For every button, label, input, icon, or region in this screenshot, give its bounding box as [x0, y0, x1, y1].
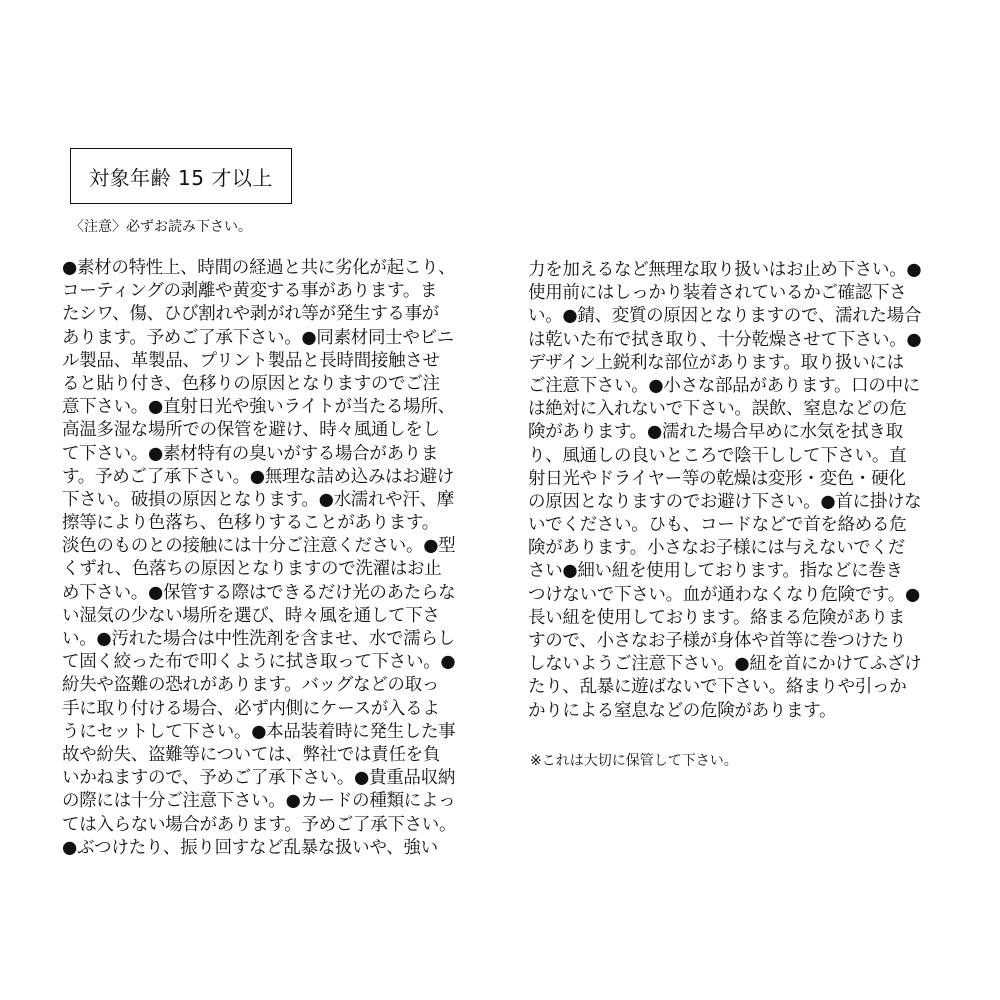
text-line: 射日光やドライヤー等の乾燥は変形・変色・硬化 — [528, 468, 906, 489]
text-line: 意下さい。●直射日光や強いライトが当たる場所、 — [62, 397, 455, 418]
text-line: 高温多湿な場所での保管を避け、時々風通しをし — [62, 420, 440, 441]
text-line: 淡色のものとの接触には十分ご注意ください。●型 — [62, 536, 456, 557]
text-line: 険があります。●濡れた場合早めに水気を拭き取 — [528, 422, 903, 443]
text-line: て下さい。●素材特有の臭いがする場合がありま — [62, 443, 439, 464]
text-line: す。予めご了承下さい。●無理な詰め込みはお避け — [62, 466, 454, 487]
right-text-column — [528, 259, 948, 723]
text-line: 力を加えるなど無理な取り扱いはお止め下さい。● — [528, 260, 922, 280]
text-line: 長い紐を使用しております。絡まる危険がありま — [528, 607, 905, 628]
text-line: コーティングの剥離や黄変する事があります。ま — [62, 281, 438, 302]
text-line: 使用前にはしっかり装着されているかご確認下さ — [528, 283, 907, 304]
text-line: の原因となりますのでお避け下さい。●首に掛けな — [528, 491, 922, 512]
text-line: て固く絞った布で叩くように拭き取って下さい。● — [62, 652, 456, 673]
text-line: しないようご注意下さい。●紐を首にかけてふざけ — [528, 654, 922, 675]
text-line: ●ぶつけたり、振り回すなど乱暴な扱いや、強い — [62, 837, 438, 858]
text-line: の際には十分ご注意下さい。●カードの種類によっ — [62, 791, 456, 812]
text-line: うにセットして下さい。●本品装着時に発生した事 — [62, 721, 456, 742]
text-line: つけないで下さい。血が通わなくなり危険です。● — [528, 584, 920, 605]
text-line: ると貼り付き、色移りの原因となりますのでご注 — [62, 373, 440, 394]
text-line: ては入らない場合があります。予めご了承下さい。 — [62, 814, 457, 835]
text-line: 手に取り付ける場合、必ず内側にケースが入るよ — [62, 698, 440, 719]
text-line: たシワ、傷、ひび割れや剥がれ等が発生する事が — [62, 304, 439, 325]
text-line: いかねますので、予めご了承下さい。●貴重品収納 — [62, 768, 456, 789]
age-rating-box — [70, 148, 292, 204]
text-line: 故や紛失、盗難等については、弊社では責任を負 — [62, 744, 441, 765]
text-line: は乾いた布で拭き取り、十分乾燥させて下さい。● — [528, 329, 922, 350]
text-line: さい●細い紐を使用しております。指などに巻き — [528, 561, 903, 582]
storage-note: ※これは大切に保管して下さい。 — [530, 753, 738, 769]
text-line: ル製品、革製品、プリント製品と長時間接触させ — [62, 350, 440, 371]
text-line: い。●錆、変質の原因となりますので、濡れた場合 — [528, 306, 922, 327]
left-text-column — [62, 257, 482, 860]
text-line: 紛失や盗難の恐れがあります。バッグなどの取っ — [62, 675, 439, 696]
text-line: 険があります。小さなお子様には与えないでくだ — [528, 538, 905, 559]
text-line: デザイン上鋭利な部位があります。取り扱いには — [528, 352, 904, 373]
text-line: め下さい。●保管する際はできるだけ光のあたらな — [62, 582, 456, 603]
caution-heading: 〈注意〉必ずお読み下さい。 — [70, 219, 252, 235]
text-line: り、風通しの良いところで陰干しして下さい。直 — [528, 445, 907, 466]
text-line: い湿気の少ない場所を選び、時々風を通して下さ — [62, 605, 440, 626]
text-line: かりによる窒息などの危険があります。 — [528, 700, 837, 721]
text-line: すので、小さなお子様が身体や首等に巻つけたり — [528, 631, 907, 651]
text-line: ●素材の特性上、時間の経過と共に劣化が起こり、 — [62, 258, 456, 278]
text-line: は絶対に入れないで下さい。誤飲、窒息などの危 — [528, 399, 907, 420]
text-line: たり、乱暴に遊ばないで下さい。絡まりや引っか — [528, 677, 907, 698]
text-line: 下さい。破損の原因となります。●水濡れや汗、摩 — [62, 489, 454, 510]
text-line: ご注意下さい。●小さな部品があります。口の中に — [528, 375, 920, 396]
text-line: くずれ、色落ちの原因となりますので洗濯はお止 — [62, 559, 442, 580]
age-rating-label: 対象年齢 15 才以上 — [89, 165, 273, 190]
text-line: い。●汚れた場合は中性洗剤を含ませ、水で濡らし — [62, 629, 455, 649]
text-line: いでください。ひも、コードなどで首を絡める危 — [528, 515, 907, 536]
text-line: 擦等により色落ち、色移りすることがあります。 — [62, 513, 439, 534]
text-line: あります。予めご了承下さい。●同素材同士やビニ — [62, 327, 454, 348]
